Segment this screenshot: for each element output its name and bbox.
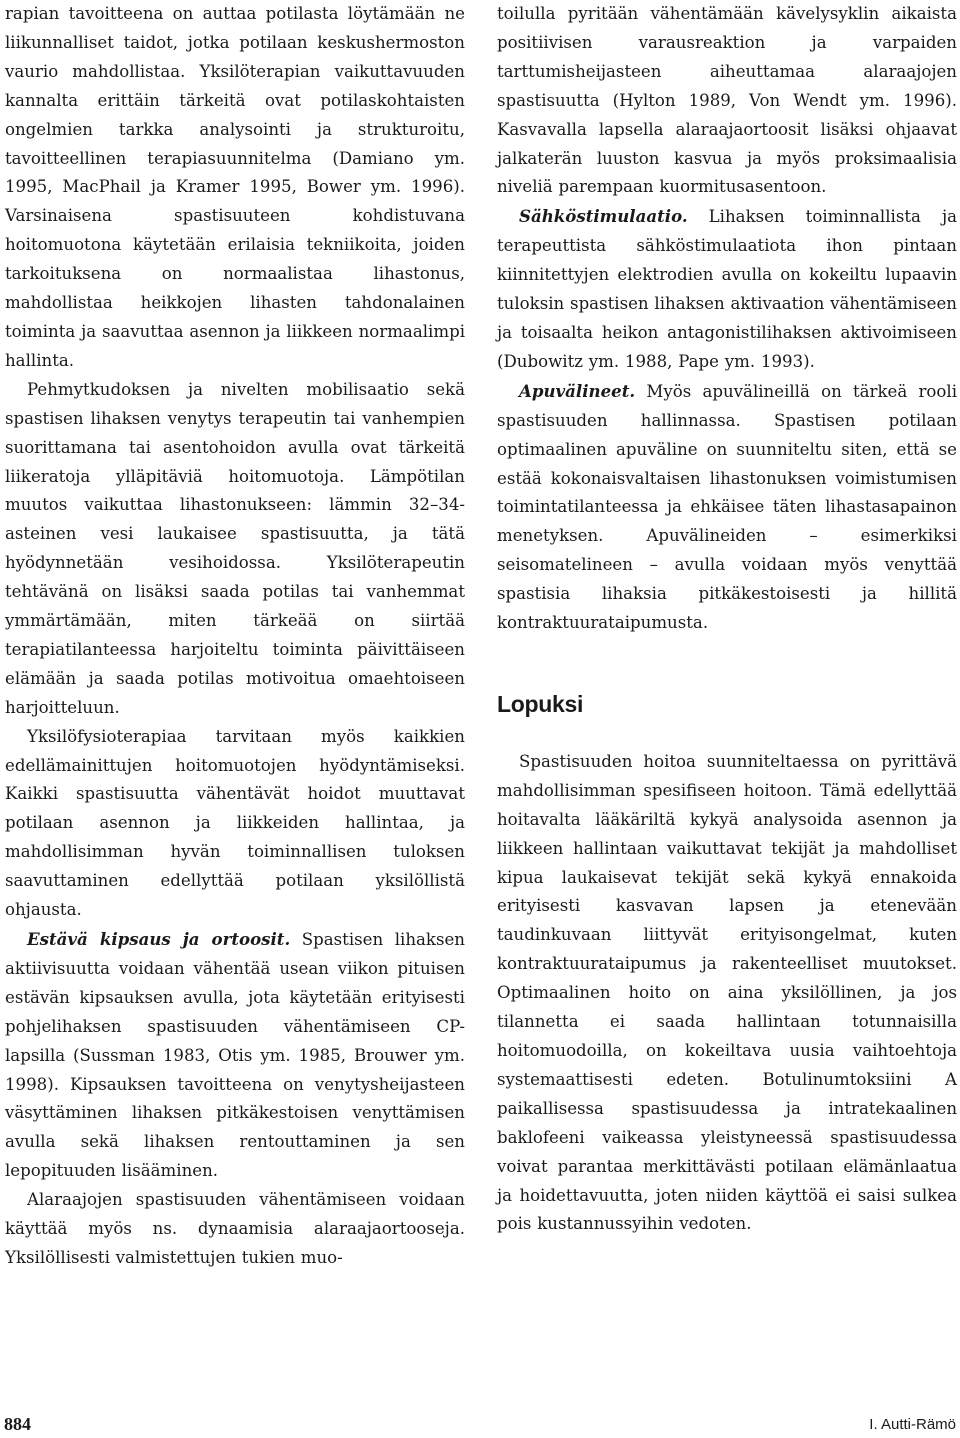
run-in-heading: Apuvälineet. <box>519 380 636 401</box>
paragraph <box>497 377 957 638</box>
paragraph-text: Lihaksen toiminnallista ja terapeuttista sähköstimulaatiota ihon pintaan kiinnitettyjen elektrodien avulla on kokeiltu lupaavin tuloksin spastisen lihaksen aktivaation vähentämiseen ja toisaalta heikon antagonistilihaksen aktivoimiseen (Dubowitz ym. 1988, Pape ym. 1993). <box>497 207 957 371</box>
paragraph: rapian tavoitteena on auttaa potilasta löytämään ne liikunnalliset taidot, jotka potilaan keskushermoston vaurio mahdollistaa. Yksilöterapian vaikuttavuuden kannalta erittäin tärkeitä ovat potilaskohtaisten ongelmien tarkka analysointi ja strukturoitu, tavoitteellinen terapiasuunnitelma (Damiano ym. 1995, MacPhail ja Kramer 1995, Bower ym. 1996). Varsinaisena spastisuuteen kohdistuvana hoitomuotona käytetään erilaisia tekniikoita, joiden tarkoituksena on normaalistaa lihastonus, mahdollistaa heikkojen lihasten tahdonalainen toiminta ja saavuttaa asennon ja liikkeen normaalimpi hallinta. <box>5 4 465 370</box>
paragraph: Alaraajojen spastisuuden vähentämiseen voidaan käyttää myös ns. dynaamisia alaraajaortooseja. Yksilöllisesti valmistettujen tukien muo- <box>5 1190 465 1267</box>
running-author: I. Autti-Rämö <box>869 1416 956 1433</box>
paragraph: toilulla pyritään vähentämään kävelysyklin aikaista positiivisen varausreaktion ja varpaiden tarttumisheijasteen aiheuttamaa alaraajojen spastisuutta (Hylton 1989, Von Wendt ym. 1996). Kasvavalla lapsella alaraajaortoosit lisäksi ohjaavat jalkaterän luuston kasvua ja myös proksimaalisia niveliä parempaan kuormitusasentoon. <box>497 4 957 197</box>
paragraph: Spastisuuden hoitoa suunniteltaessa on pyrittävä mahdollisimman spesifiseen hoitoon. Tämä edellyttää hoitavalta lääkäriltä kykyä analysoida asennon ja liikkeen hallintaan vaikuttavat tekijät ja mahdolliset kipua laukaisevat tekijät sekä kykyä ennakoida erityisesti kasvavan lapsen ja etenevään taudinkuvaan liittyvät erityisongelmat, kuten kontraktuurataipumus ja rakenteelliset muutokset. Optimaalinen hoito on aina yksilöllinen, ja jos tilannetta ei saada hallintaan totunnaisilla hoitomuodoilla, on kokeiltava uusia vaihtoehtoja systemaattisesti edeten. Botulinumtoksiini A paikallisessa spastisuudessa ja intratekaalinen baklofeeni vaikeassa yleistyneessä spastisuudessa voivat parantaa merkittävästi potilaan elämänlaatua ja hoidettavuutta, joten niiden käyttöä ei saisi sulkea pois kustannussyihin vedoten. <box>497 751 957 1234</box>
paragraph-text: Spastisen lihaksen aktiivisuutta voidaan vähentää usean viikon pituisen estävän kipsauksen avulla, jota käytetään erityisesti pohjelihaksen spastisuuden vähentämiseen CP-lapsilla (Sussman 1983, Otis ym. 1985, Brouwer ym. 1998). Kipsauksen tavoitteena on venytysheijasteen väsyttäminen lihaksen pitkäkestoisen venyttämisen avulla sekä lihaksen rentouttaminen ja sen lepopituuden lisääminen. <box>5 930 465 1181</box>
run-in-heading: Sähköstimulaatio. <box>519 206 688 227</box>
left-column <box>5 0 465 1273</box>
section-heading: Lopuksi <box>497 690 584 717</box>
paragraph: Yksilöfysioterapiaa tarvitaan myös kaikkien edellämainittujen hoitomuotojen hyödyntämiseksi. Kaikki spastisuutta vähentävät hoidot muuttavat potilaan asennon ja liikkeiden hallintaa, ja mahdollisimman hyvän toiminnallisen tuloksen saavuttaminen edellyttää potilaan yksilöllistä ohjausta. <box>5 726 465 920</box>
run-in-heading: Estävä kipsaus ja ortoosit. <box>27 929 291 949</box>
right-column <box>497 0 957 1239</box>
paragraph <box>5 925 465 1186</box>
paragraph: Pehmytkudoksen ja nivelten mobilisaatio sekä spastisen lihaksen venytys terapeutin tai vanhempien suorittamana tai asentohoidon avulla ovat tärkeitä liikeratoja ylläpitäviä hoitomuotoja. Lämpötilan muutos vaikuttaa lihastonukseen: lämmin 32–34-asteinen vesi laukaisee spastisuutta, ja tätä hyödynnetään vesihoidossa. Yksilöterapeutin tehtävänä on lisäksi saada potilas tai vanhemmat ymmärtämään, miten tärkeää on siirtää terapiatilanteessa harjoiteltu toiminta päivittäiseen elämään ja saada potilas motivoitua omaehtoiseen harjoitteluun. <box>5 379 465 717</box>
page-footer <box>0 1414 960 1438</box>
paragraph-text: Myös apuvälineillä on tärkeä rooli spastisuuden hallinnassa. Spastisen potilaan optimaalinen apuväline on suunniteltu siten, että se estää kokonaisvaltaisen lihastonuksen voimistumisen toimintatilanteessa ja ehkäisee täten lihastasapainon menetyksen. Apuvälineiden – esimerkiksi seisomatelineen – avulla voidaan myös venyttää spastisia lihaksia pitkäkestoisesti ja hillitä kontraktuurataipumusta. <box>497 381 957 633</box>
page-number: 884 <box>4 1414 31 1434</box>
paragraph <box>497 202 957 376</box>
